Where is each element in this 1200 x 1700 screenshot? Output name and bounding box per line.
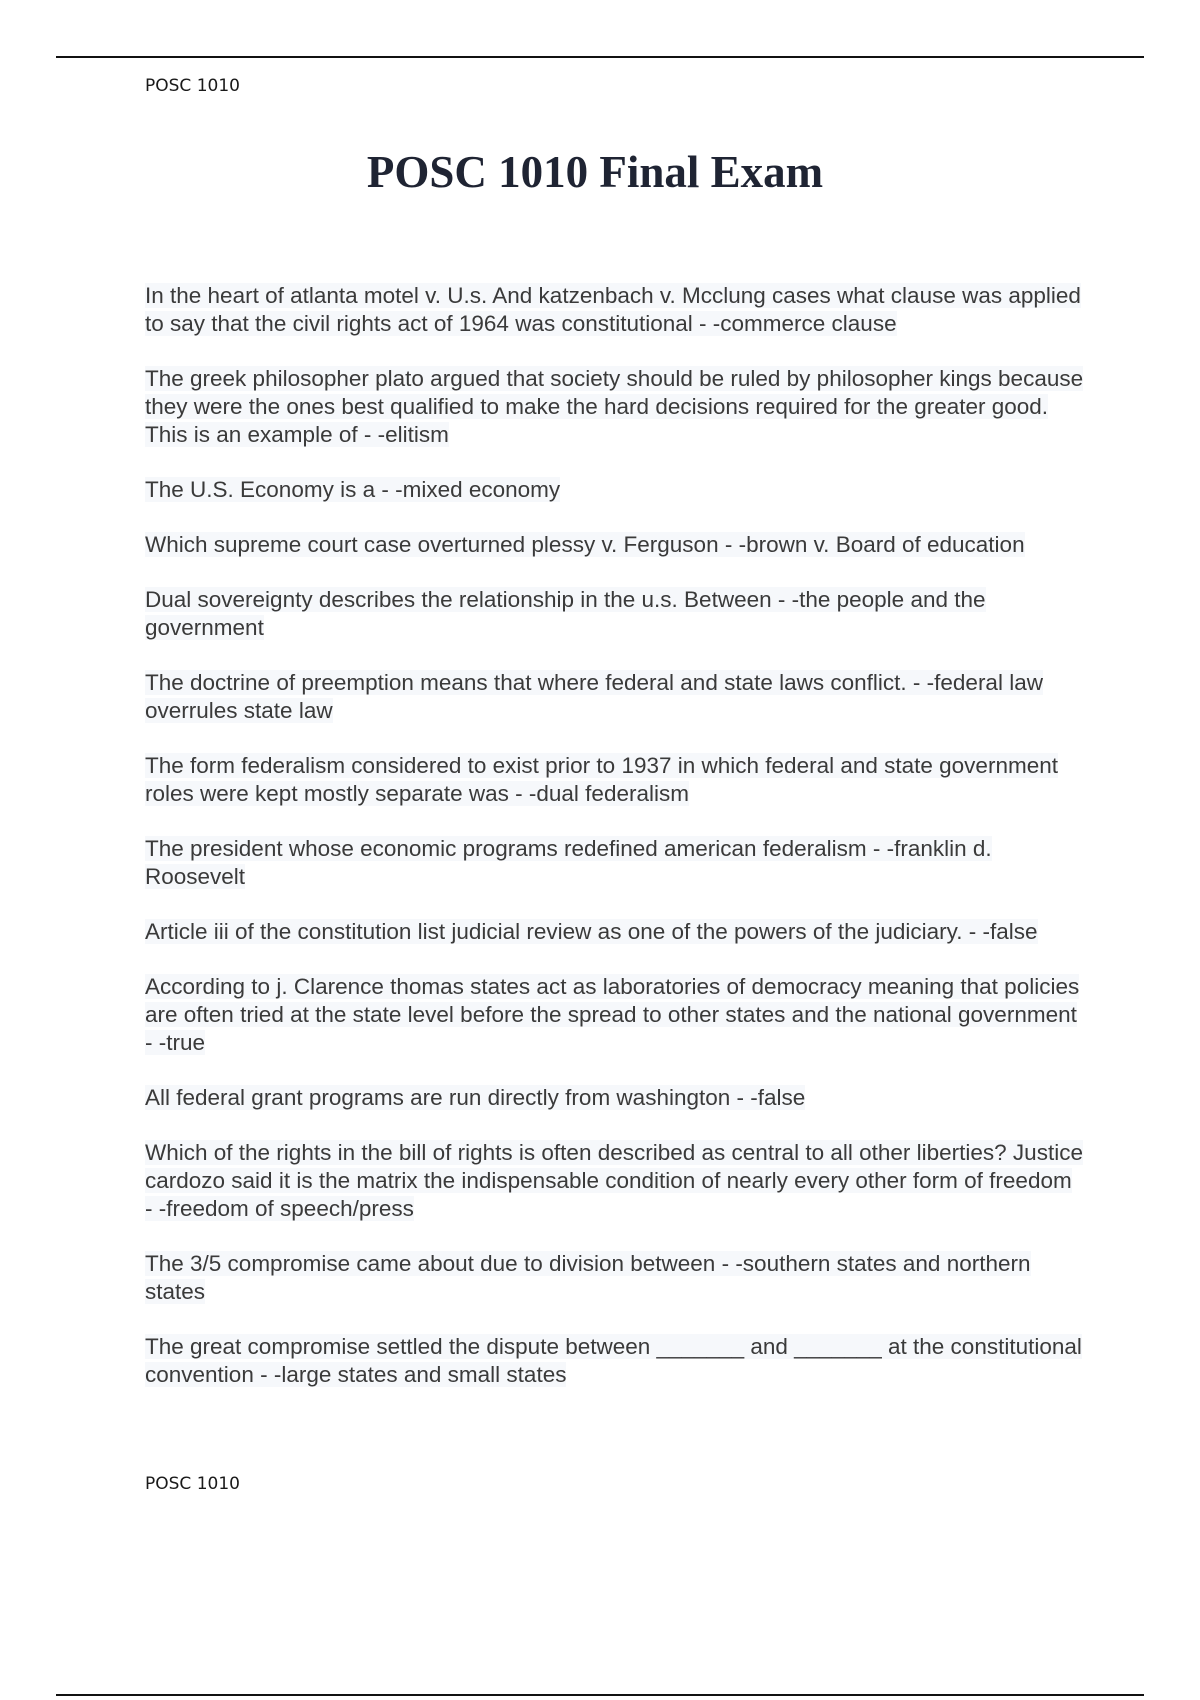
question-text: In the heart of atlanta motel v. U.s. And katzenbach v. Mcclung cases what clause was applied to say that the civil rights act of 1964 was constitutional - -commerce clause — [145, 283, 1081, 336]
question-list — [145, 282, 1085, 1416]
question-text: According to j. Clarence thomas states act as laboratories of democracy meaning that policies are often tried at the state level before the spread to other states and the national government - -true — [145, 974, 1080, 1055]
question-item — [145, 365, 1085, 449]
question-text: Which supreme court case overturned plessy v. Ferguson - -brown v. Board of education — [145, 532, 1025, 557]
question-text: The great compromise settled the dispute between _______ and _______ at the constitutional convention - -large states and small states — [145, 1334, 1082, 1387]
question-text: The form federalism considered to exist prior to 1937 in which federal and state government roles were kept mostly separate was - -dual federalism — [145, 753, 1058, 806]
question-item — [145, 918, 1085, 946]
question-text: All federal grant programs are run directly from washington - -false — [145, 1085, 806, 1110]
question-text: The 3/5 compromise came about due to division between - -southern states and northern states — [145, 1251, 1031, 1304]
question-item — [145, 1084, 1085, 1112]
question-text: The doctrine of preemption means that where federal and state laws conflict. - -federal law overrules state law — [145, 670, 1043, 723]
page-header: POSC 1010 — [145, 76, 240, 96]
question-item — [145, 586, 1085, 642]
question-item — [145, 1139, 1085, 1223]
question-item — [145, 1333, 1085, 1389]
question-text: Article iii of the constitution list judicial review as one of the powers of the judiciary. - -false — [145, 919, 1038, 944]
question-item — [145, 1250, 1085, 1306]
document-title: POSC 1010 Final Exam — [366, 147, 824, 197]
question-text: The greek philosopher plato argued that society should be ruled by philosopher kings because they were the ones best qualified to make the hard decisions required for the greater good. This is an example of - -elitism — [145, 366, 1084, 447]
page-footer: POSC 1010 — [145, 1474, 240, 1494]
footer-rule — [56, 1694, 1144, 1696]
question-item — [145, 282, 1085, 338]
question-text: The president whose economic programs redefined american federalism - -franklin d. Roosevelt — [145, 836, 992, 889]
question-item — [145, 973, 1085, 1057]
question-text: The U.S. Economy is a - -mixed economy — [145, 477, 561, 502]
question-text: Dual sovereignty describes the relationship in the u.s. Between - -the people and the government — [145, 587, 986, 640]
question-item — [145, 669, 1085, 725]
question-item — [145, 752, 1085, 808]
question-item — [145, 531, 1085, 559]
question-item — [145, 835, 1085, 891]
question-text: Which of the rights in the bill of rights is often described as central to all other liberties? Justice cardozo said it is the matrix the indispensable condition of nearly every other form of freedom - -freedom of speech/press — [145, 1140, 1083, 1221]
header-rule — [56, 56, 1144, 58]
question-item — [145, 476, 1085, 504]
